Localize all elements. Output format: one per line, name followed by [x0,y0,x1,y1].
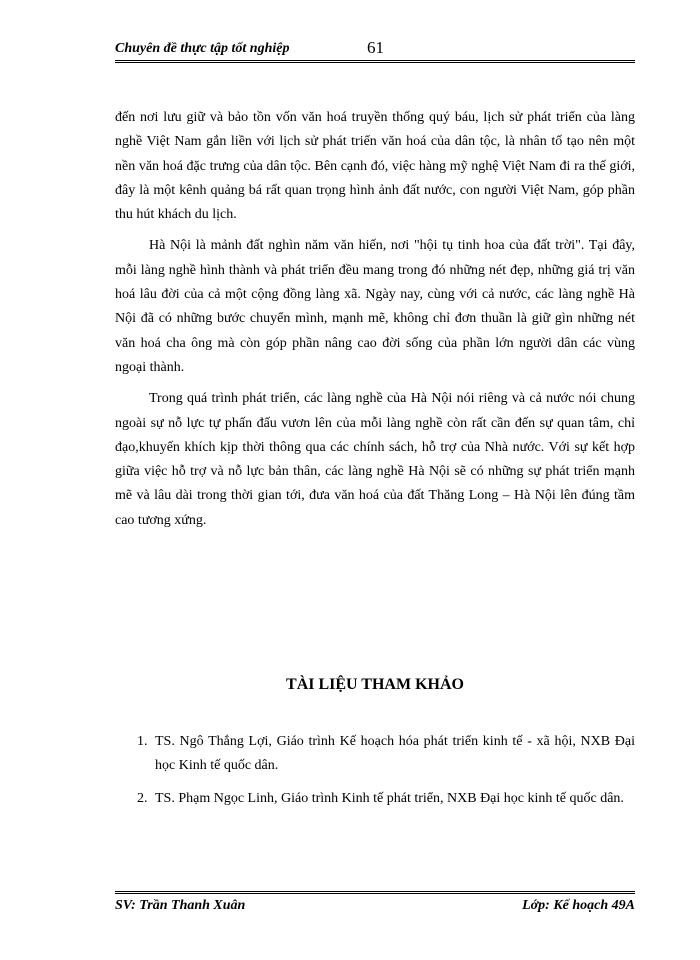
paragraph-3: Trong quá trình phát triển, các làng nghề của Hà Nội nói riêng và cả nước nói chung ngoài sự nỗ lực tự phấn đấu vươn lên của mỗi làng nghề còn rất cần đến sự quan tâm, chỉ đạo,khuyến khích kịp thời thông qua các chính sách, hỗ trợ của Nhà nước. Với sự kết hợp giữa việc hỗ trợ và nỗ lực bản thân, các làng nghề Hà Nội sẽ có những sự phát triển mạnh mẽ và lâu dài trong thời gian tới, đưa văn hoá của đất Thăng Long – Hà Nội lên đúng tầm cao tương xứng. [115,391,635,528]
paragraph-1: đến nơi lưu giữ và bảo tồn vốn văn hoá truyền thống quý báu, lịch sử phát triển của làng nghề Việt Nam gắn liền với lịch sử phát triển văn hoá của dân tộc, là nhân tố tạo nên một nền văn hoá đặc trưng của dân tộc. Bên cạnh đó, việc hàng mỹ nghệ Việt Nam đi ra thế giới, đây là một kênh quảng bá rất quan trọng hình ảnh đất nước, con người Việt Nam, góp phần thu hút khách du lịch. [115,110,635,223]
footer-rule [115,891,635,894]
body-text [115,106,635,540]
header-rule [115,60,635,63]
reference-item [115,787,635,811]
reference-number: 1. [137,734,148,749]
page-header [115,38,635,60]
paragraph-2: Hà Nội là mảnh đất nghìn năm văn hiến, nơi "hội tụ tinh hoa của đất trời". Tại đây, mỗi làng nghề hình thành và phát triển đều mang trong đó những nét đẹp, những giá trị văn hoá lâu đời của cả một cộng đồng làng xã. Ngày nay, cùng với cả nước, các làng nghề Hà Nội đã có những bước chuyển mình, mạnh mẽ, không chỉ đơn thuần là giữ gìn những nét văn hoá cha ông mà còn góp phần nâng cao đời sống của phần lớn người dân các vùng ngoại thành. [115,238,635,375]
running-title: Chuyên đề thực tập tốt nghiệp [115,41,290,56]
page-number: 61 [367,38,384,57]
footer-student: SV: Trần Thanh Xuân [115,898,246,913]
references-heading: TÀI LIỆU THAM KHẢO [286,676,464,693]
reference-text: TS. Ngô Thắng Lợi, Giáo trình Kế hoạch hóa phát triển kinh tế - xã hội, NXB Đại học Kinh tế quốc dân. [155,734,635,774]
references-list [115,730,635,819]
footer-class: Lớp: Kế hoạch 49A [522,898,635,913]
reference-item [115,730,635,779]
reference-text: TS. Phạm Ngọc Linh, Giáo trình Kinh tế phát triển, NXB Đại học kinh tế quốc dân. [155,790,624,806]
reference-number: 2. [137,790,148,806]
